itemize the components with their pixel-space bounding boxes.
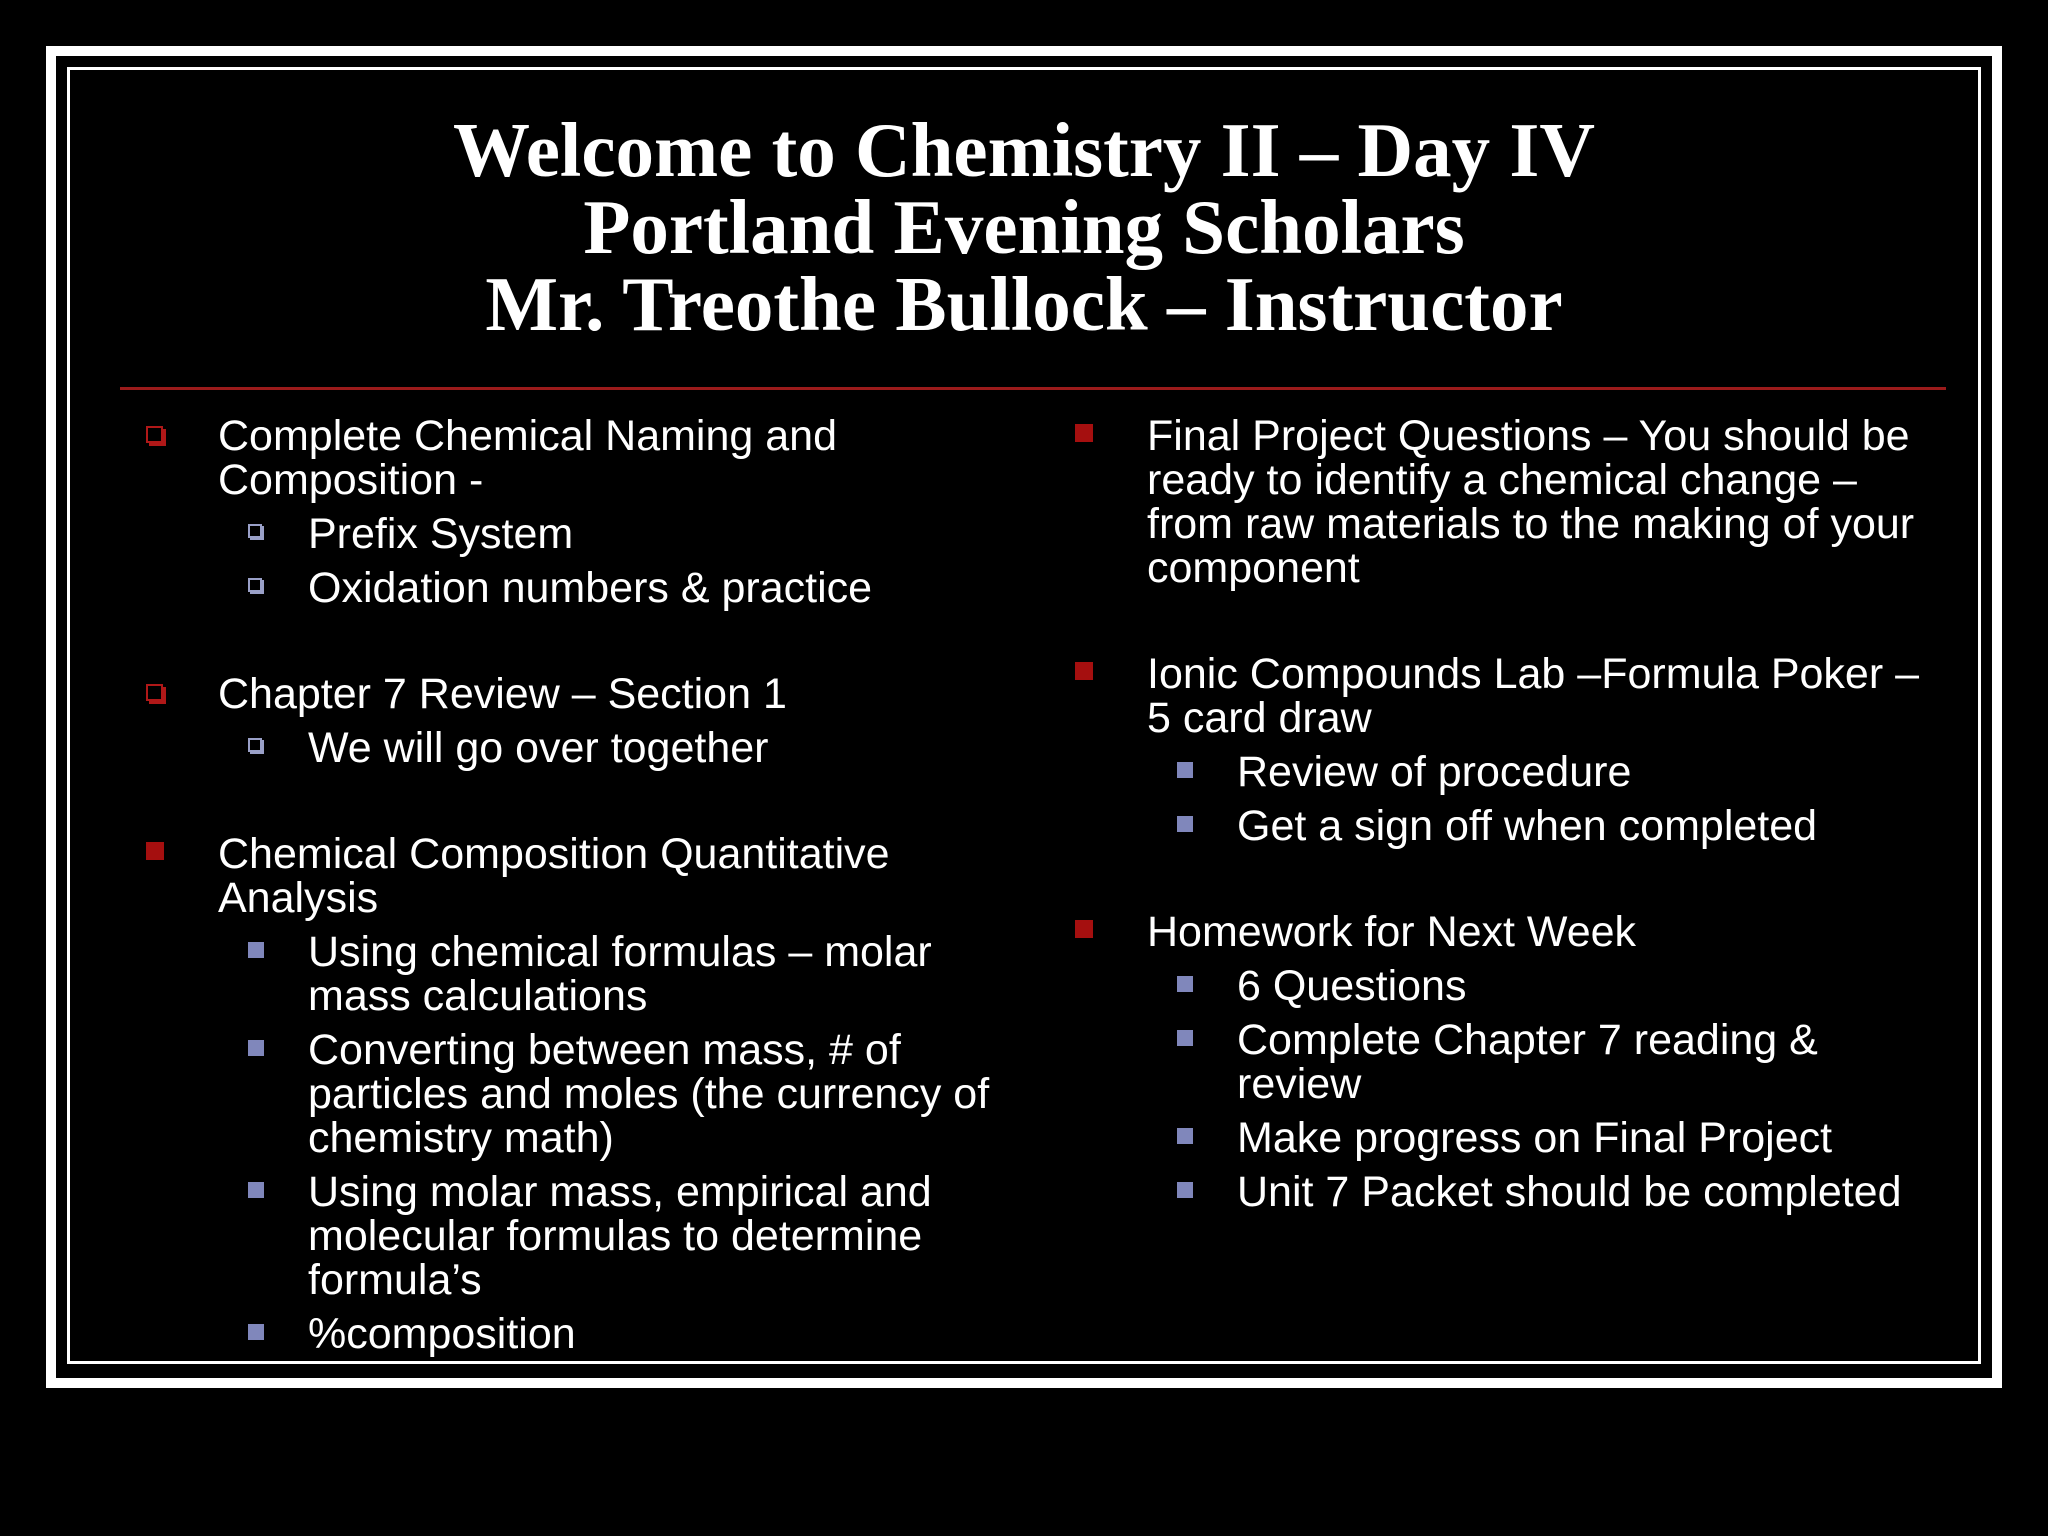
bullet-text: Chemical Composition Quantitative Analysis bbox=[218, 830, 890, 922]
solid-square-sub-bullet-icon bbox=[248, 1040, 264, 1056]
solid-square-sub-bullet-icon bbox=[1177, 816, 1193, 832]
sub-bullet-text: Complete Chapter 7 reading & review bbox=[1237, 1016, 1818, 1108]
left-column bbox=[140, 414, 1020, 1356]
sub-bullet-item bbox=[140, 566, 1020, 610]
hollow-square-sub-bullet-icon bbox=[248, 578, 262, 592]
sub-bullet-item bbox=[140, 726, 1020, 770]
sub-bullet-text: Get a sign off when completed bbox=[1237, 802, 1818, 850]
sub-bullet-item bbox=[140, 930, 1020, 1018]
solid-square-sub-bullet-icon bbox=[1177, 1182, 1193, 1198]
sub-bullet-item bbox=[1069, 750, 1949, 794]
sub-bullet-text: We will go over together bbox=[308, 724, 769, 772]
solid-square-sub-bullet-icon bbox=[1177, 976, 1193, 992]
solid-square-bullet-icon bbox=[1075, 920, 1093, 938]
right-column bbox=[1069, 414, 1949, 1214]
hollow-square-sub-bullet-icon bbox=[248, 738, 262, 752]
sub-bullet-text: Prefix System bbox=[308, 510, 574, 558]
sub-bullet-item bbox=[140, 1312, 1020, 1356]
solid-square-sub-bullet-icon bbox=[1177, 1030, 1193, 1046]
bullet-item bbox=[140, 414, 1020, 502]
solid-square-bullet-icon bbox=[1075, 424, 1093, 442]
solid-square-sub-bullet-icon bbox=[248, 1182, 264, 1198]
sub-bullet-text: Using molar mass, empirical and molecular formulas to determine formula’s bbox=[308, 1168, 932, 1304]
sub-bullet-item bbox=[140, 512, 1020, 556]
solid-square-bullet-icon bbox=[1075, 662, 1093, 680]
sub-bullet-item bbox=[140, 1170, 1020, 1302]
sub-bullet-item bbox=[1069, 804, 1949, 848]
sub-bullet-text: %composition bbox=[308, 1310, 576, 1358]
bullet-item bbox=[1069, 910, 1949, 954]
title-line-2: Portland Evening Scholars bbox=[583, 184, 1465, 270]
bullet-text: Chapter 7 Review – Section 1 bbox=[218, 670, 787, 718]
bullet-item bbox=[140, 832, 1020, 920]
title-line-1: Welcome to Chemistry II – Day IV bbox=[453, 107, 1595, 193]
sub-bullet-item bbox=[1069, 1170, 1949, 1214]
solid-square-sub-bullet-icon bbox=[1177, 762, 1193, 778]
hollow-square-sub-bullet-icon bbox=[248, 524, 262, 538]
title-line-3: Mr. Treothe Bullock – Instructor bbox=[485, 261, 1563, 347]
bullet-text: Ionic Compounds Lab –Formula Poker – 5 card draw bbox=[1147, 650, 1920, 742]
bullet-item bbox=[140, 672, 1020, 716]
solid-square-sub-bullet-icon bbox=[248, 1324, 264, 1340]
sub-bullet-text: 6 Questions bbox=[1237, 962, 1467, 1010]
sub-bullet-text: Using chemical formulas – molar mass calculations bbox=[308, 928, 932, 1020]
bullet-text: Homework for Next Week bbox=[1147, 908, 1637, 956]
bullet-text: Complete Chemical Naming and Composition - bbox=[218, 412, 838, 504]
sub-bullet-item bbox=[140, 1028, 1020, 1160]
slide-title bbox=[67, 107, 1981, 347]
sub-bullet-item bbox=[1069, 1116, 1949, 1160]
solid-square-bullet-icon bbox=[146, 842, 164, 860]
solid-square-sub-bullet-icon bbox=[1177, 1128, 1193, 1144]
bullet-text: Final Project Questions – You should be ready to identify a chemical change – from raw materials to the making of your component bbox=[1147, 412, 1915, 592]
sub-bullet-text: Make progress on Final Project bbox=[1237, 1114, 1833, 1162]
bullet-item bbox=[1069, 414, 1949, 590]
sub-bullet-item bbox=[1069, 964, 1949, 1008]
sub-bullet-text: Converting between mass, # of particles and moles (the currency of chemistry math) bbox=[308, 1026, 990, 1162]
sub-bullet-text: Unit 7 Packet should be completed bbox=[1237, 1168, 1902, 1216]
hollow-square-bullet-icon bbox=[146, 426, 163, 443]
solid-square-sub-bullet-icon bbox=[248, 942, 264, 958]
sub-bullet-item bbox=[1069, 1018, 1949, 1106]
title-divider bbox=[120, 387, 1946, 390]
sub-bullet-text: Review of procedure bbox=[1237, 748, 1632, 796]
bullet-item bbox=[1069, 652, 1949, 740]
sub-bullet-text: Oxidation numbers & practice bbox=[308, 564, 873, 612]
hollow-square-bullet-icon bbox=[146, 684, 163, 701]
